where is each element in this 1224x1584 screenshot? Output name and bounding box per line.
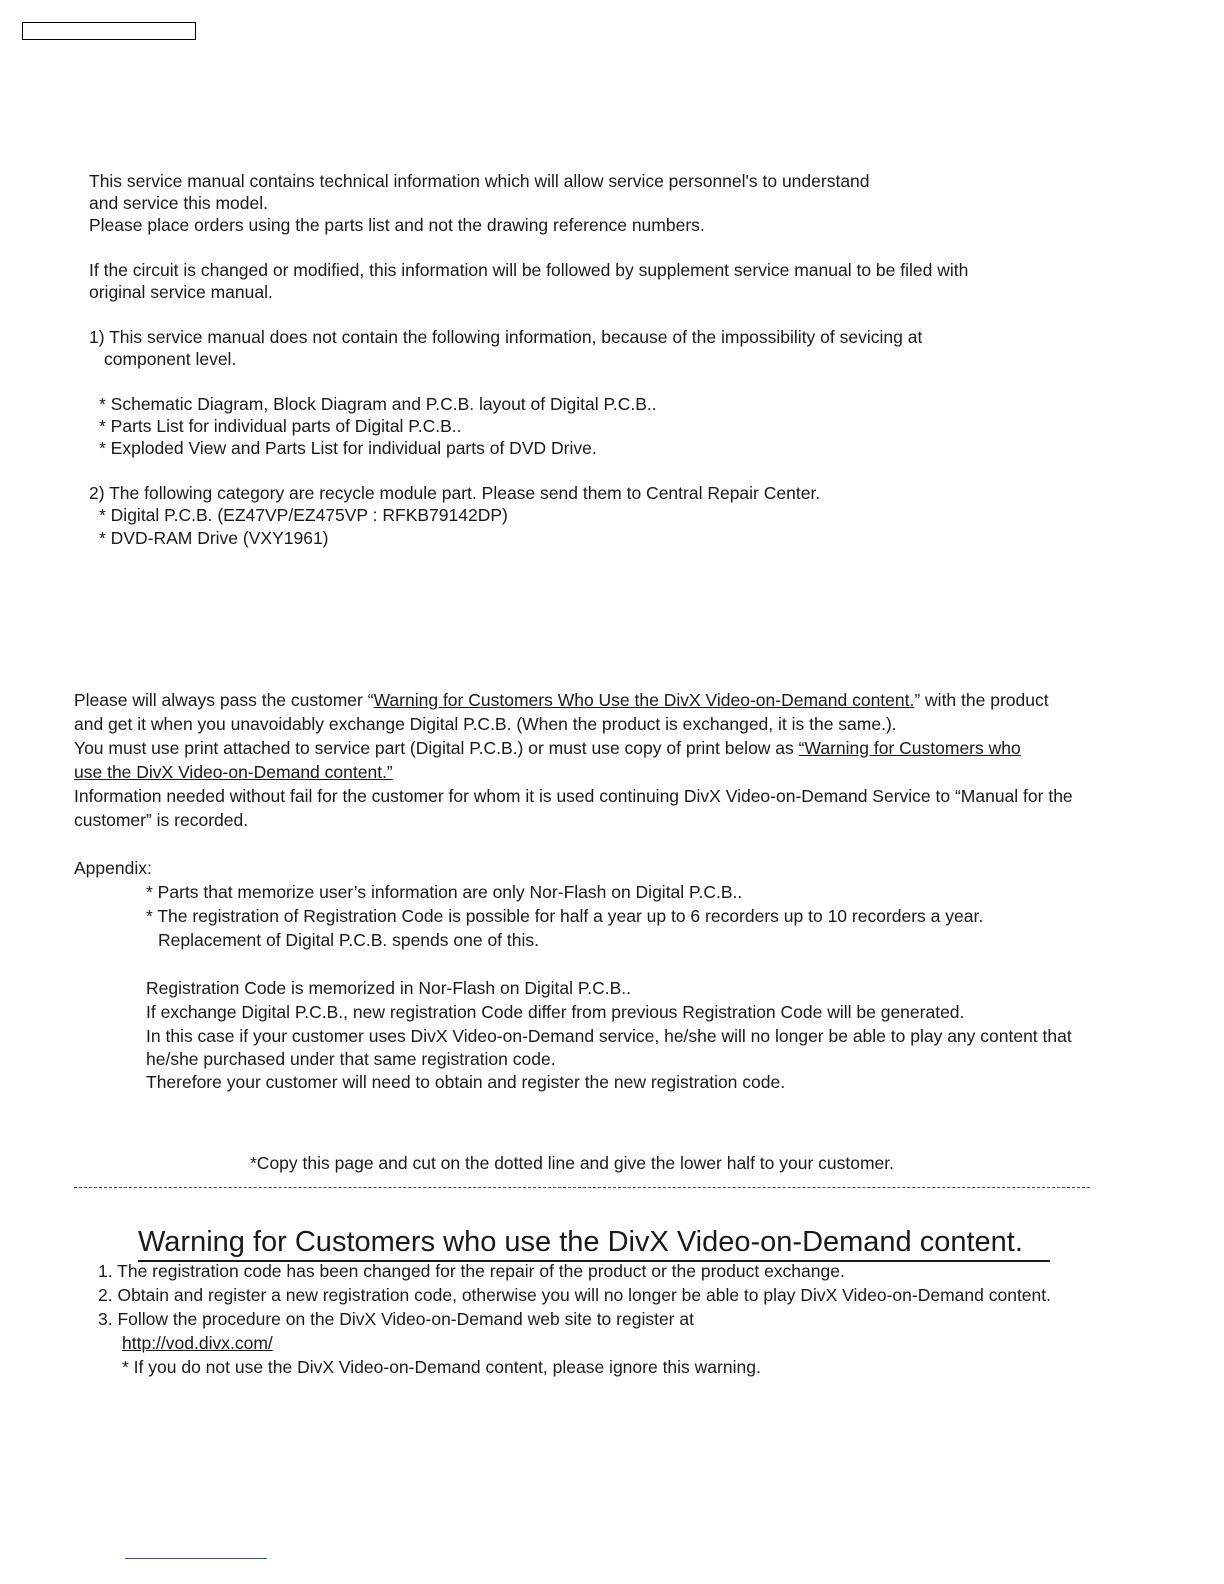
- appendix-label: Appendix:: [74, 858, 152, 878]
- warning-title: Warning for Customers who use the DivX Video-on-Demand content.: [138, 1224, 1050, 1262]
- divx-text: You must use print attached to service part (Digital P.C.B.) or must use copy of print below as: [74, 738, 799, 758]
- bullet-item: Replacement of Digital P.C.B. spends one of this.: [158, 930, 540, 950]
- appendix-text: If exchange Digital P.C.B., new registration Code differ from previous Registration Code will be generated.: [146, 1002, 965, 1022]
- intro-text: original service manual.: [89, 282, 273, 302]
- bullet-item: * DVD-RAM Drive (VXY1961): [99, 528, 329, 548]
- warning-item: 1. The registration code has been changed for the repair of the product or the product exchange.: [98, 1261, 845, 1281]
- intro-text: If the circuit is changed or modified, this information will be followed by supplement service manual to be filed with: [89, 260, 969, 280]
- warning-item: 3. Follow the procedure on the DivX Video-on-Demand web site to register at: [98, 1309, 694, 1329]
- divx-text: and get it when you unavoidably exchange Digital P.C.B. (When the product is exchanged, it is the same.).: [74, 714, 897, 734]
- appendix-text: In this case if your customer uses DivX Video-on-Demand service, he/she will no longer be able to play any content that: [146, 1026, 1072, 1046]
- divx-text: Information needed without fail for the customer for whom it is used continuing DivX Video-on-Demand Service to “Manual for the: [74, 786, 1073, 806]
- divx-paragraph-line: [74, 689, 1049, 711]
- warning-link[interactable]: use the DivX Video-on-Demand content.: [74, 762, 387, 782]
- appendix-text: Therefore your customer will need to obtain and register the new registration code.: [146, 1072, 786, 1092]
- warning-note: * If you do not use the DivX Video-on-Demand content, please ignore this warning.: [122, 1357, 761, 1377]
- footer-rule: [125, 1558, 267, 1559]
- divx-paragraph-line: [74, 737, 1021, 759]
- divx-text: Please will always pass the customer “: [74, 690, 374, 710]
- divx-text: ” with the product: [914, 690, 1049, 710]
- bullet-item: * Digital P.C.B. (EZ47VP/EZ475VP : RFKB79142DP): [99, 505, 508, 525]
- divx-paragraph-line: [74, 761, 393, 783]
- intro-text: Please place orders using the parts list and not the drawing reference numbers.: [89, 215, 705, 235]
- divx-text: ”: [386, 762, 393, 782]
- divx-url-link[interactable]: http://vod.divx.com/: [122, 1333, 273, 1353]
- list-item: 2) The following category are recycle module part. Please send them to Central Repair Center.: [89, 483, 821, 503]
- warning-item: 2. Obtain and register a new registration code, otherwise you will no longer be able to play DivX Video-on-Demand content.: [98, 1285, 1051, 1305]
- header-box: [22, 22, 196, 40]
- appendix-text: he/she purchased under that same registration code.: [146, 1049, 556, 1069]
- bullet-item: * Schematic Diagram, Block Diagram and P.C.B. layout of Digital P.C.B..: [99, 394, 657, 414]
- list-item: 1) This service manual does not contain the following information, because of the impossibility of sevicing at: [89, 327, 923, 347]
- bullet-item: * Parts List for individual parts of Digital P.C.B..: [99, 416, 462, 436]
- cut-line: [74, 1187, 1090, 1188]
- bullet-item: * Exploded View and Parts List for individual parts of DVD Drive.: [99, 438, 597, 458]
- bullet-item: * Parts that memorize user’s information are only Nor-Flash on Digital P.C.B..: [146, 882, 743, 902]
- list-item: component level.: [104, 349, 237, 369]
- appendix-text: Registration Code is memorized in Nor-Flash on Digital P.C.B..: [146, 978, 632, 998]
- warning-link[interactable]: Warning for Customers Who Use the DivX Video-on-Demand content.: [373, 690, 915, 710]
- cut-note: *Copy this page and cut on the dotted line and give the lower half to your customer.: [250, 1153, 895, 1173]
- warning-link[interactable]: “Warning for Customers who: [798, 738, 1021, 758]
- intro-text: and service this model.: [89, 193, 268, 213]
- divx-text: customer” is recorded.: [74, 810, 249, 830]
- bullet-item: * The registration of Registration Code is possible for half a year up to 6 recorders up to 10 recorders a year.: [146, 906, 984, 926]
- intro-text: This service manual contains technical information which will allow service personnel's to understand: [89, 171, 870, 191]
